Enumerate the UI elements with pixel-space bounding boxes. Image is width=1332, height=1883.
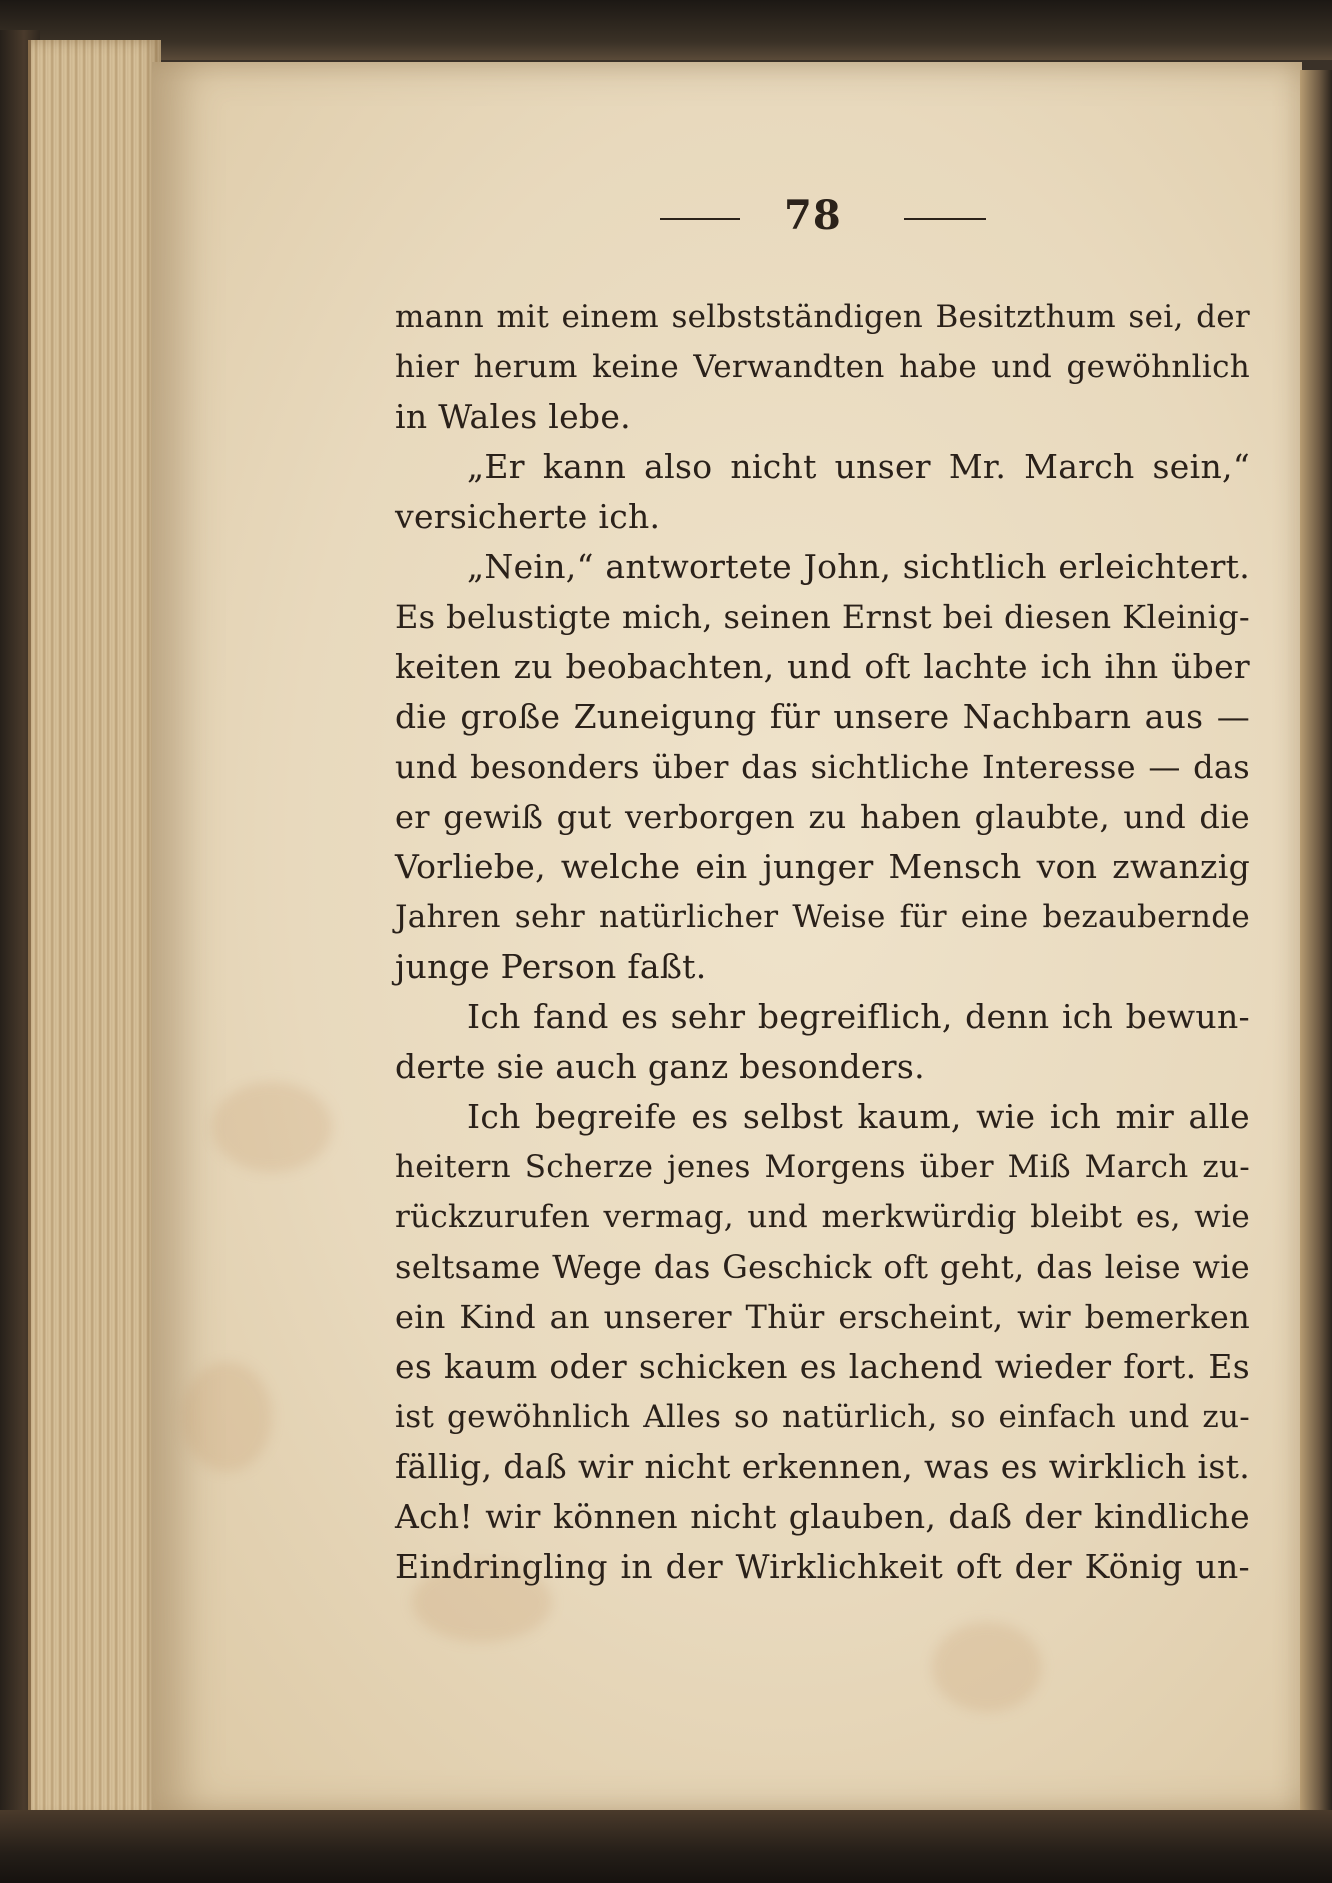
- text-line: es kaum oder schicken es lachend wieder fort. Es: [395, 1347, 1250, 1386]
- body-text: [395, 292, 1250, 1592]
- page-edges: [28, 40, 161, 1820]
- book-cover-top: [0, 0, 1332, 60]
- text-line: seltsame Wege das Geschick oft geht, das leise wie: [395, 1248, 1250, 1286]
- text-line: mann mit einem selbstständigen Besitzthum sei, der: [395, 299, 1250, 335]
- text-line: die große Zuneigung für unsere Nachbarn aus —: [395, 697, 1250, 736]
- page-stain: [182, 1362, 272, 1472]
- text-line: heitern Scherze jenes Morgens über Miß March zu-: [395, 1149, 1250, 1185]
- text-line: ist gewöhnlich Alles so natürlich, so einfach und zu-: [395, 1399, 1250, 1435]
- text-line: keiten zu beobachten, und oft lachte ich ihn über: [395, 647, 1250, 686]
- text-line: und besonders über das sichtliche Interesse — das: [395, 748, 1250, 786]
- text-line: ein Kind an unserer Thür erscheint, wir bemerken: [395, 1298, 1250, 1336]
- text-line: Eindringling in der Wirklichkeit oft der König un-: [395, 1547, 1250, 1586]
- text-line: „Nein,“ antwortete John, sichtlich erleichtert.: [467, 547, 1250, 586]
- text-line: Es belustigte mich, seinen Ernst bei diesen Kleinig-: [395, 598, 1250, 636]
- page-stain: [932, 1622, 1042, 1712]
- page-header: [0, 192, 1332, 242]
- text-line: fällig, daß wir nicht erkennen, was es wirklich ist.: [395, 1447, 1250, 1486]
- book-cover-bottom: [0, 1810, 1332, 1883]
- text-line: Ich begreife es selbst kaum, wie ich mir alle: [467, 1097, 1250, 1136]
- text-line: hier herum keine Verwandten habe und gewöhnlich: [395, 349, 1250, 385]
- text-line: Ach! wir können nicht glauben, daß der kindliche: [395, 1497, 1250, 1536]
- header-rule-left: [660, 218, 740, 220]
- page-number: 78: [784, 192, 842, 239]
- text-line: Vorliebe, welche ein junger Mensch von zwanzig: [395, 847, 1250, 886]
- text-line: in Wales lebe.: [395, 397, 631, 436]
- text-line: derte sie auch ganz besonders.: [395, 1047, 925, 1086]
- text-line: rückzurufen vermag, und merkwürdig bleibt es, wie: [395, 1199, 1250, 1235]
- page-gutter: [1300, 70, 1332, 1810]
- text-line: Ich fand es sehr begreiflich, denn ich bewun-: [467, 997, 1250, 1036]
- text-line: Jahren sehr natürlicher Weise für eine bezaubernde: [395, 899, 1250, 935]
- text-line: er gewiß gut verborgen zu haben glaubte, und die: [395, 798, 1250, 836]
- text-line: versicherte ich.: [395, 497, 661, 536]
- text-line: junge Person faßt.: [395, 947, 707, 986]
- header-rule-right: [904, 218, 986, 220]
- page-stain: [212, 1082, 332, 1172]
- text-line: „Er kann also nicht unser Mr. March sein,“: [467, 447, 1250, 486]
